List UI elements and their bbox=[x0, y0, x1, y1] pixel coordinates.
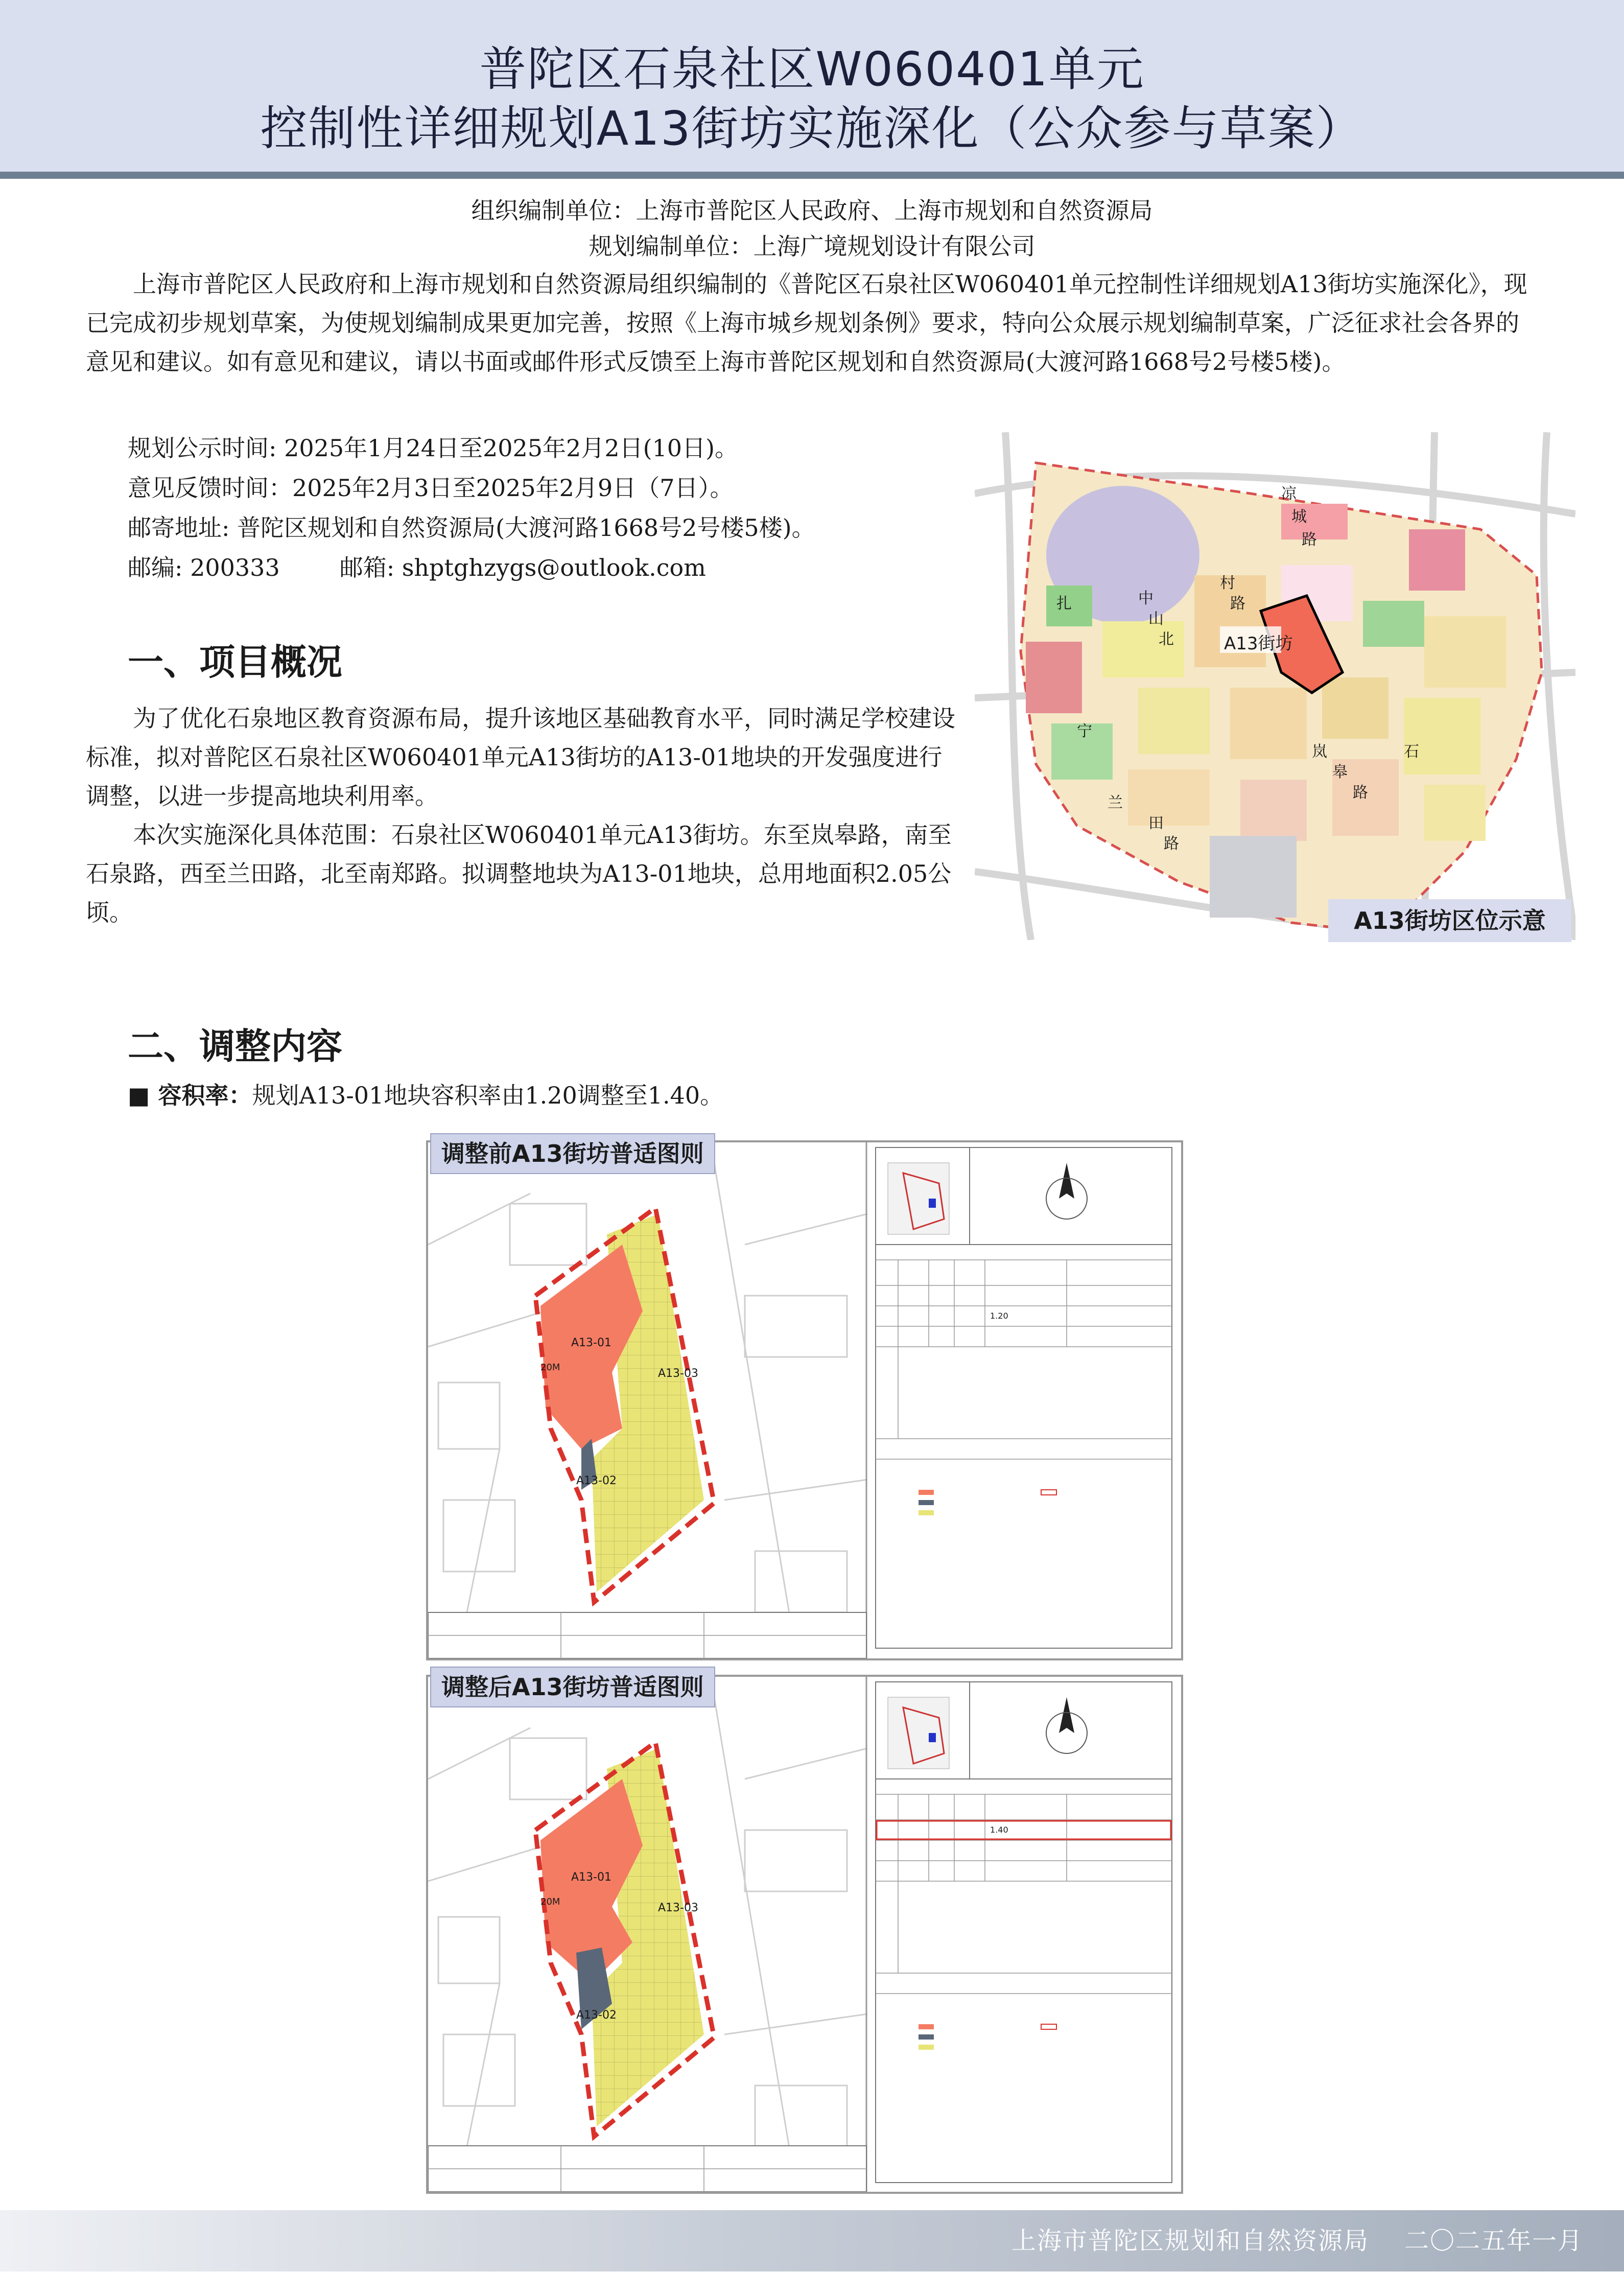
adjusted-row-highlight bbox=[877, 1821, 1171, 1839]
parcel-label-a13-02: A13-02 bbox=[576, 2009, 617, 2022]
header-divider bbox=[0, 172, 1624, 179]
footer-bar bbox=[0, 2210, 1624, 2271]
road-char: 岚 bbox=[1312, 743, 1327, 761]
road-char: 路 bbox=[1353, 784, 1368, 802]
page-title-line2: 控制性详细规划A13街坊实施深化（公众参与草案） bbox=[260, 101, 1364, 156]
road-char: 扎 bbox=[1056, 595, 1072, 613]
plan-after-drawing bbox=[428, 1677, 1181, 2192]
section1-heading: 一、项目概况 bbox=[128, 641, 342, 683]
road-char: 皋 bbox=[1332, 763, 1348, 781]
info-block bbox=[128, 428, 815, 588]
road-char: 路 bbox=[1302, 531, 1317, 549]
plan-before-label: 调整前A13街坊普适图则 bbox=[430, 1133, 715, 1174]
road-char: 中 bbox=[1138, 590, 1154, 607]
road-char: 北 bbox=[1159, 630, 1174, 648]
road-char: 宁 bbox=[1077, 722, 1092, 740]
plan-after-panel bbox=[426, 1675, 1183, 2194]
footer-date: 二〇二五年一月 bbox=[1404, 2227, 1583, 2255]
intro-paragraph bbox=[86, 265, 1539, 381]
road-char: 城 bbox=[1291, 508, 1307, 526]
road-char: 田 bbox=[1148, 814, 1164, 832]
footer-agency: 上海市普陀区规划和自然资源局 bbox=[1011, 2227, 1369, 2255]
far-adjustment bbox=[128, 1077, 723, 1111]
road-width-label: 20M bbox=[540, 1896, 560, 1907]
feedback-time: 意见反馈时间：2025年2月3日至2025年2月9日（7日）。 bbox=[128, 474, 734, 502]
compile-unit: 组织编制单位：上海市普陀区人民政府、上海市规划和自然资源局 bbox=[471, 197, 1153, 224]
plan-after-label: 调整后A13街坊普适图则 bbox=[430, 1667, 715, 1707]
road-char: 石 bbox=[1404, 743, 1419, 761]
far-label: ■ 容积率： bbox=[128, 1082, 252, 1109]
section1-body bbox=[86, 699, 959, 932]
parcel-label-a13-03: A13-03 bbox=[658, 1902, 698, 1914]
publicity-time: 规划公示时间: 2025年1月24日至2025年2月2日(10日)。 bbox=[128, 434, 739, 462]
far-table-value: 1.40 bbox=[990, 1825, 1008, 1835]
far-text: 规划A13-01地块容积率由1.20调整至1.40。 bbox=[252, 1082, 724, 1109]
plan-unit: 规划编制单位：上海广境规划设计有限公司 bbox=[589, 232, 1035, 260]
road-char: 路 bbox=[1164, 835, 1179, 853]
road-char: 路 bbox=[1230, 595, 1245, 613]
location-map-caption: A13街坊区位示意 bbox=[1328, 899, 1571, 942]
section1-p2: 本次实施深化具体范围：石泉社区W060401单元A13街坊。东至岚皋路，南至石泉路，西至兰田路，北至南郑路。拟调整地块为A13-01地块，总用地面积2.05公顷。 bbox=[86, 821, 952, 926]
a13-map-label: A13街坊 bbox=[1224, 634, 1293, 654]
postcode-email: 邮编: 200333 邮箱: shptghzygs@outlook.com bbox=[128, 554, 706, 581]
road-char: 村 bbox=[1220, 574, 1235, 592]
parcel-label-a13-03: A13-03 bbox=[658, 1367, 698, 1380]
parcel-label-a13-02: A13-02 bbox=[576, 1474, 617, 1487]
location-map-svg bbox=[975, 432, 1575, 940]
mail-address: 邮寄地址: 普陀区规划和自然资源局(大渡河路1668号2号楼5楼)。 bbox=[128, 514, 815, 542]
far-table-value: 1.20 bbox=[990, 1311, 1008, 1321]
footer-text bbox=[1011, 2210, 1583, 2271]
road-width-label: 20M bbox=[540, 1362, 560, 1373]
page-title-line1: 普陀区石泉社区W060401单元 bbox=[479, 42, 1145, 97]
section1-p1: 为了优化石泉地区教育资源布局，提升该地区基础教育水平，同时满足学校建设标准，拟对普陀区石泉社区W060401单元A13街坊的A13-01地块的开发强度进行调整，以进一步提高地块利用率。 bbox=[86, 705, 955, 810]
road-char: 山 bbox=[1148, 610, 1164, 628]
intro-text: 上海市普陀区人民政府和上海市规划和自然资源局组织编制的《普陀区石泉社区W060401单元控制性详细规划A13街坊实施深化》，现已完成初步规划草案，为使规划编制成果更加完善，按照《上海市城乡规划条例》要求，特向公众展示规划编制草案，广泛征求社会各界的意见和建议。如有意见和建议，请以书面或邮件形式反馈至上海市普陀区规划和自然资源局(大渡河路1668号2号楼5楼)。 bbox=[86, 270, 1527, 376]
road-char: 凉 bbox=[1281, 485, 1297, 503]
parcel-label-a13-01: A13-01 bbox=[571, 1871, 611, 1884]
location-map bbox=[975, 432, 1575, 940]
parcel-label-a13-01: A13-01 bbox=[571, 1337, 611, 1349]
gray-parcel bbox=[1210, 836, 1297, 918]
road-char: 兰 bbox=[1108, 794, 1123, 812]
section2-heading: 二、调整内容 bbox=[128, 1025, 342, 1067]
plan-before-panel bbox=[426, 1140, 1183, 1660]
plan-before-drawing bbox=[428, 1142, 1181, 1658]
